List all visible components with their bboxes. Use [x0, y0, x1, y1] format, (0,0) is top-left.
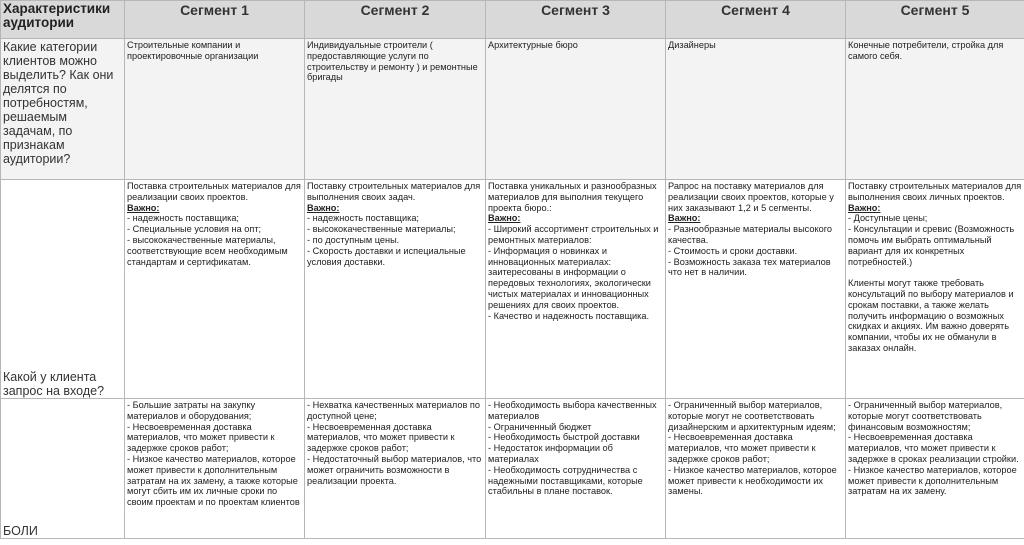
cell-text: Конечные потребители, стройка для самого себя.	[848, 40, 1004, 61]
cell-text: Дизайнеры	[668, 40, 716, 50]
pains-cell-segment-3[interactable]	[486, 399, 666, 539]
segment-3-header[interactable]: Сегмент 3	[486, 1, 666, 39]
corner-header[interactable]: Характеристики аудитории	[1, 1, 125, 39]
cell-text-list: - надежность поставщика; - Специальные условия на опт; - высококачественные материалы, соответствующие всем необходимым стандартам и сертификатам.	[127, 213, 288, 267]
cell-text-list: - надежность поставщика; - высококачественные материалы; - по доступным цены. - Скорость доставки и испециальные условия доставки.	[307, 213, 466, 267]
cell-text: Рапрос на поставку материалов для реализации своих проектов, которые у них заказывают 1,2 и 5 сегменты.	[668, 181, 834, 213]
pains-cell-segment-1[interactable]	[125, 399, 305, 539]
request-cell-segment-5[interactable]	[846, 180, 1024, 399]
request-cell-segment-3[interactable]	[486, 180, 666, 399]
cell-text-list: - Разнообразные материалы высокого качества. - Стоимость и сроки доставки. - Возможность заказа тех материалов что нет в наличии.	[668, 224, 832, 278]
categories-row-label[interactable]: Какие категории клиентов можно выделить? Как они делятся по потребностям, решаемым задачам, по признакам аудитории?	[1, 39, 125, 180]
pains-cell-segment-5[interactable]	[846, 399, 1024, 539]
categories-cell-segment-3[interactable]	[486, 39, 666, 180]
cell-text: Строительные компании и проектировочные организации	[127, 40, 259, 61]
cell-text: - Ограниченный выбор материалов, которые могут не соответствовать дизайнерским и архитектурным идеям; - Несвоевременная доставка материалов, что может привести к задержке сроков работ; - Низкое качество материалов, которое может привести к необходимости их замены.	[668, 400, 837, 497]
cell-text: Поставка уникальных и разнообразных материалов для выполния текущего проекта бюро.:	[488, 181, 657, 213]
categories-cell-segment-1[interactable]	[125, 39, 305, 180]
request-cell-segment-2[interactable]	[305, 180, 486, 399]
important-label: Важно:	[488, 213, 521, 224]
important-label: Важно:	[848, 202, 881, 213]
cell-text-list: - Доступные цены; - Консультации и сревис (Возможность помочь им выбрать оптимальный вариант для их конкретных потребностей.) Клиенты могут также требовать консультаций по выбору материалов и срокам поставки, а также желать получить информацию о возможных скидках и акциях. Им важно доверять компании, чтобы их не обманули в заказах онлайн.	[848, 213, 1015, 353]
request-row-label[interactable]: Какой у клиента запрос на входе?	[1, 180, 125, 399]
pains-cell-segment-4[interactable]	[666, 399, 846, 539]
cell-text: - Нехватка качественных материалов по доступной цене; - Несвоевременная доставка материалов, что может привести к задержке сроков работ; - Недостаточный выбор материалов, что может ограничить возможности в реализации проекта.	[307, 400, 482, 486]
cell-text: Индивидуальные строители ( предоставляющие услуги по строительству и ремонту ) и ремонтные бригады	[307, 40, 478, 83]
categories-cell-segment-5[interactable]	[846, 39, 1024, 180]
request-cell-segment-1[interactable]	[125, 180, 305, 399]
request-row	[1, 180, 1024, 399]
segment-4-header[interactable]: Сегмент 4	[666, 1, 846, 39]
cell-text: - Большие затраты на закупку материалов и оборудования; - Несвоевременная доставка материалов, что может привести к задержке сроков работ; - Низкое качество материалов, которое может привести к дополнительным затратам на их замену, а также которые могут сбить им их личные сроки по своим проектам и по проектам клиентов	[127, 400, 300, 508]
pains-row	[1, 399, 1024, 539]
header-row	[1, 1, 1024, 39]
cell-text: - Необходимость выбора качественных материалов - Ограниченный бюджет - Необходимость быстрой доставки - Недостаток информации об материалах - Необходимость сотрудничества с надежными поставщиками, которые стабильны в плане поставок.	[488, 400, 657, 497]
pains-cell-segment-2[interactable]	[305, 399, 486, 539]
cell-text: Поставка строительных материалов для реализации своих проектов.	[127, 181, 301, 202]
segment-1-header[interactable]: Сегмент 1	[125, 1, 305, 39]
cell-text: Поставку строительных материалов для выполнения своих задач.	[307, 181, 481, 202]
categories-row	[1, 39, 1024, 180]
segment-5-header[interactable]: Сегмент 5	[846, 1, 1024, 39]
segment-2-header[interactable]: Сегмент 2	[305, 1, 486, 39]
important-label: Важно:	[668, 213, 701, 224]
categories-cell-segment-4[interactable]	[666, 39, 846, 180]
pains-row-label[interactable]: БОЛИ	[1, 399, 125, 539]
categories-cell-segment-2[interactable]	[305, 39, 486, 180]
cell-text: Архитектурные бюро	[488, 40, 578, 50]
important-label: Важно:	[307, 202, 340, 213]
important-label: Важно:	[127, 202, 160, 213]
cell-text-list: - Широкий ассортимент строительных и ремонтных материалов: - Информация о новинках и инновационных материалах: заитересованы в информации о передовых технологиях, экологически чистых материалах и инновационных решениях для своих проектов. - Качество и надежность поставщика.	[488, 224, 659, 321]
request-cell-segment-4[interactable]	[666, 180, 846, 399]
cell-text: Поставку строительных материалов для выполнения своих личных проектов.	[848, 181, 1022, 202]
cell-text: - Ограниченный выбор материалов, которые могут соответствовать финансовым возможностям; - Несвоевременная доставка материалов, что может привести к задержке в сроках реализации стройки. - Низкое качество материалов, которое может привести к дополнительным затратам на их замену.	[848, 400, 1019, 497]
